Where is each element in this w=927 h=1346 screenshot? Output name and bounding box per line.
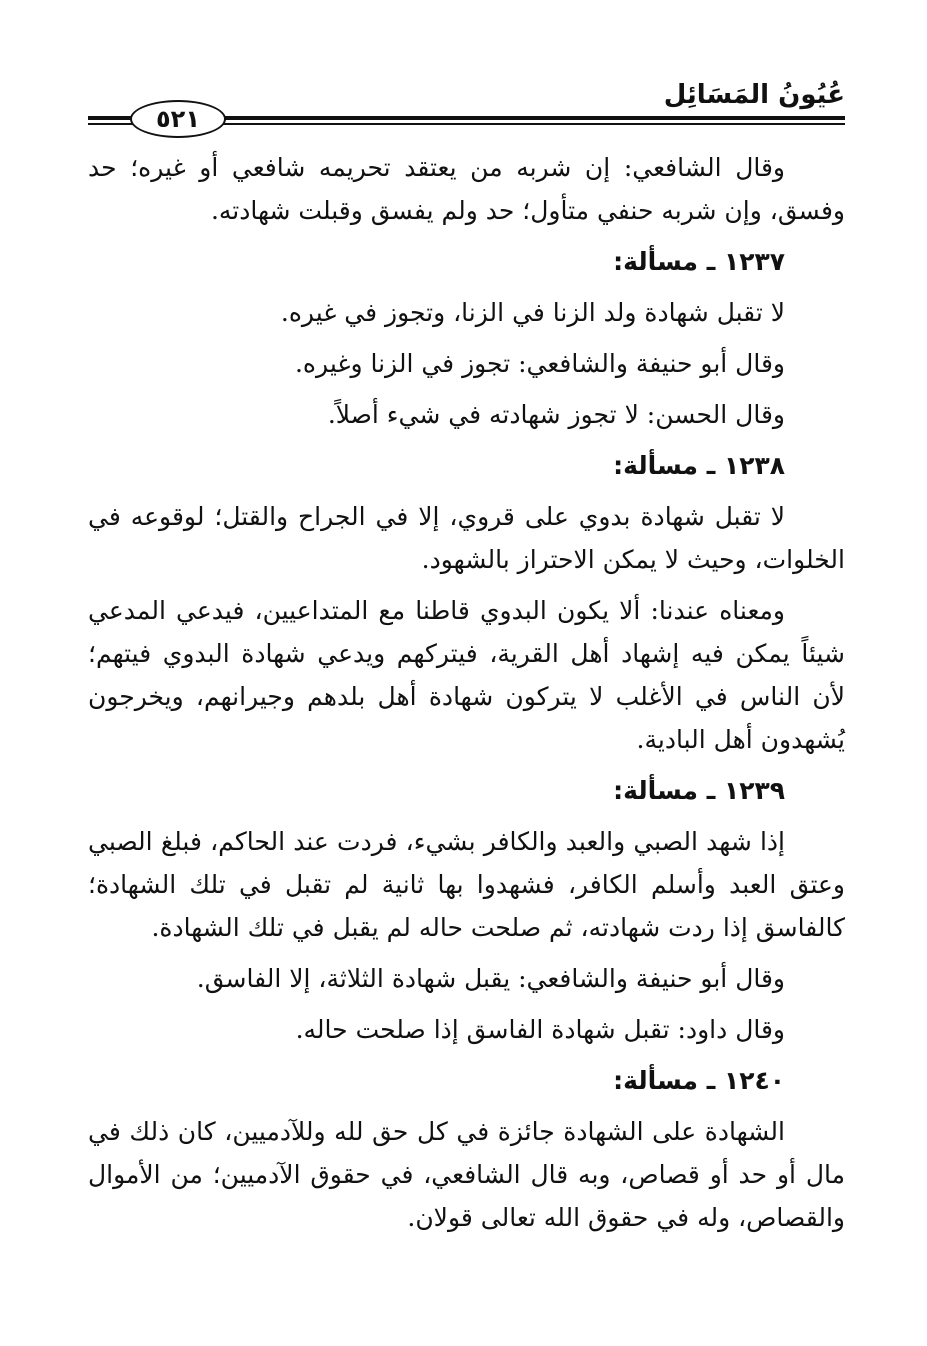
page-header: [88, 78, 845, 133]
paragraph: لا تقبل شهادة ولد الزنا في الزنا، وتجوز في غيره.: [280, 298, 785, 327]
paragraph: وقال الحسن: لا تجوز شهادته في شيء أصلاً.: [327, 400, 785, 429]
page-body: [88, 146, 845, 1247]
masala-heading-1240: ١٢٤٠ ـ مسألة:: [613, 1066, 785, 1095]
paragraph: إذا شهد الصبي والعبد والكافر بشيء، فردت عند الحاكم، فبلغ الصبي وعتق العبد وأسلم الكافر، فشهدوا بها ثانية لم تقبل في تلك الشهادة؛ كالفاسق إذا ردت شهادته، ثم صلحت حاله لم يقبل في تلك الشهادة.: [88, 827, 845, 942]
paragraph: ومعناه عندنا: ألا يكون البدوي قاطنا مع المتداعيين، فيدعي المدعي شيئاً يمكن فيه إشهاد أهل القرية، فيتركهم ويدعي شهادة البدوي فيتهم؛ لأن الناس في الأغلب لا يتركون شهادة أهل بلدهم وجيرانهم، ويخرجون يُشهدون أهل البادية.: [88, 596, 845, 754]
page-number: ٥٢١: [130, 100, 226, 138]
book-title: عُيُونُ المَسَائِل: [663, 80, 845, 110]
masala-heading-1237: ١٢٣٧ ـ مسألة:: [613, 247, 785, 276]
masala-heading-1239: ١٢٣٩ ـ مسألة:: [613, 776, 785, 805]
paragraph: وقال أبو حنيفة والشافعي: يقبل شهادة الثلاثة، إلا الفاسق.: [196, 964, 785, 993]
paragraph: لا تقبل شهادة بدوي على قروي، إلا في الجراح والقتل؛ لوقوعه في الخلوات، وحيث لا يمكن الاحتراز بالشهود.: [88, 502, 845, 574]
paragraph: وقال الشافعي: إن شربه من يعتقد تحريمه شافعي أو غيره؛ حد وفسق، وإن شربه حنفي متأول؛ حد ولم يفسق وقبلت شهادته.: [88, 153, 845, 225]
masala-heading-1238: ١٢٣٨ ـ مسألة:: [613, 451, 785, 480]
paragraph: الشهادة على الشهادة جائزة في كل حق لله وللآدميين، كان ذلك في مال أو حد أو قصاص، وبه قال الشافعي، في حقوق الآدميين؛ من الأموال والقصاص، وله في حقوق الله تعالى قولان.: [88, 1117, 845, 1232]
paragraph: وقال أبو حنيفة والشافعي: تجوز في الزنا وغيره.: [294, 349, 785, 378]
paragraph: وقال داود: تقبل شهادة الفاسق إذا صلحت حاله.: [295, 1015, 785, 1044]
